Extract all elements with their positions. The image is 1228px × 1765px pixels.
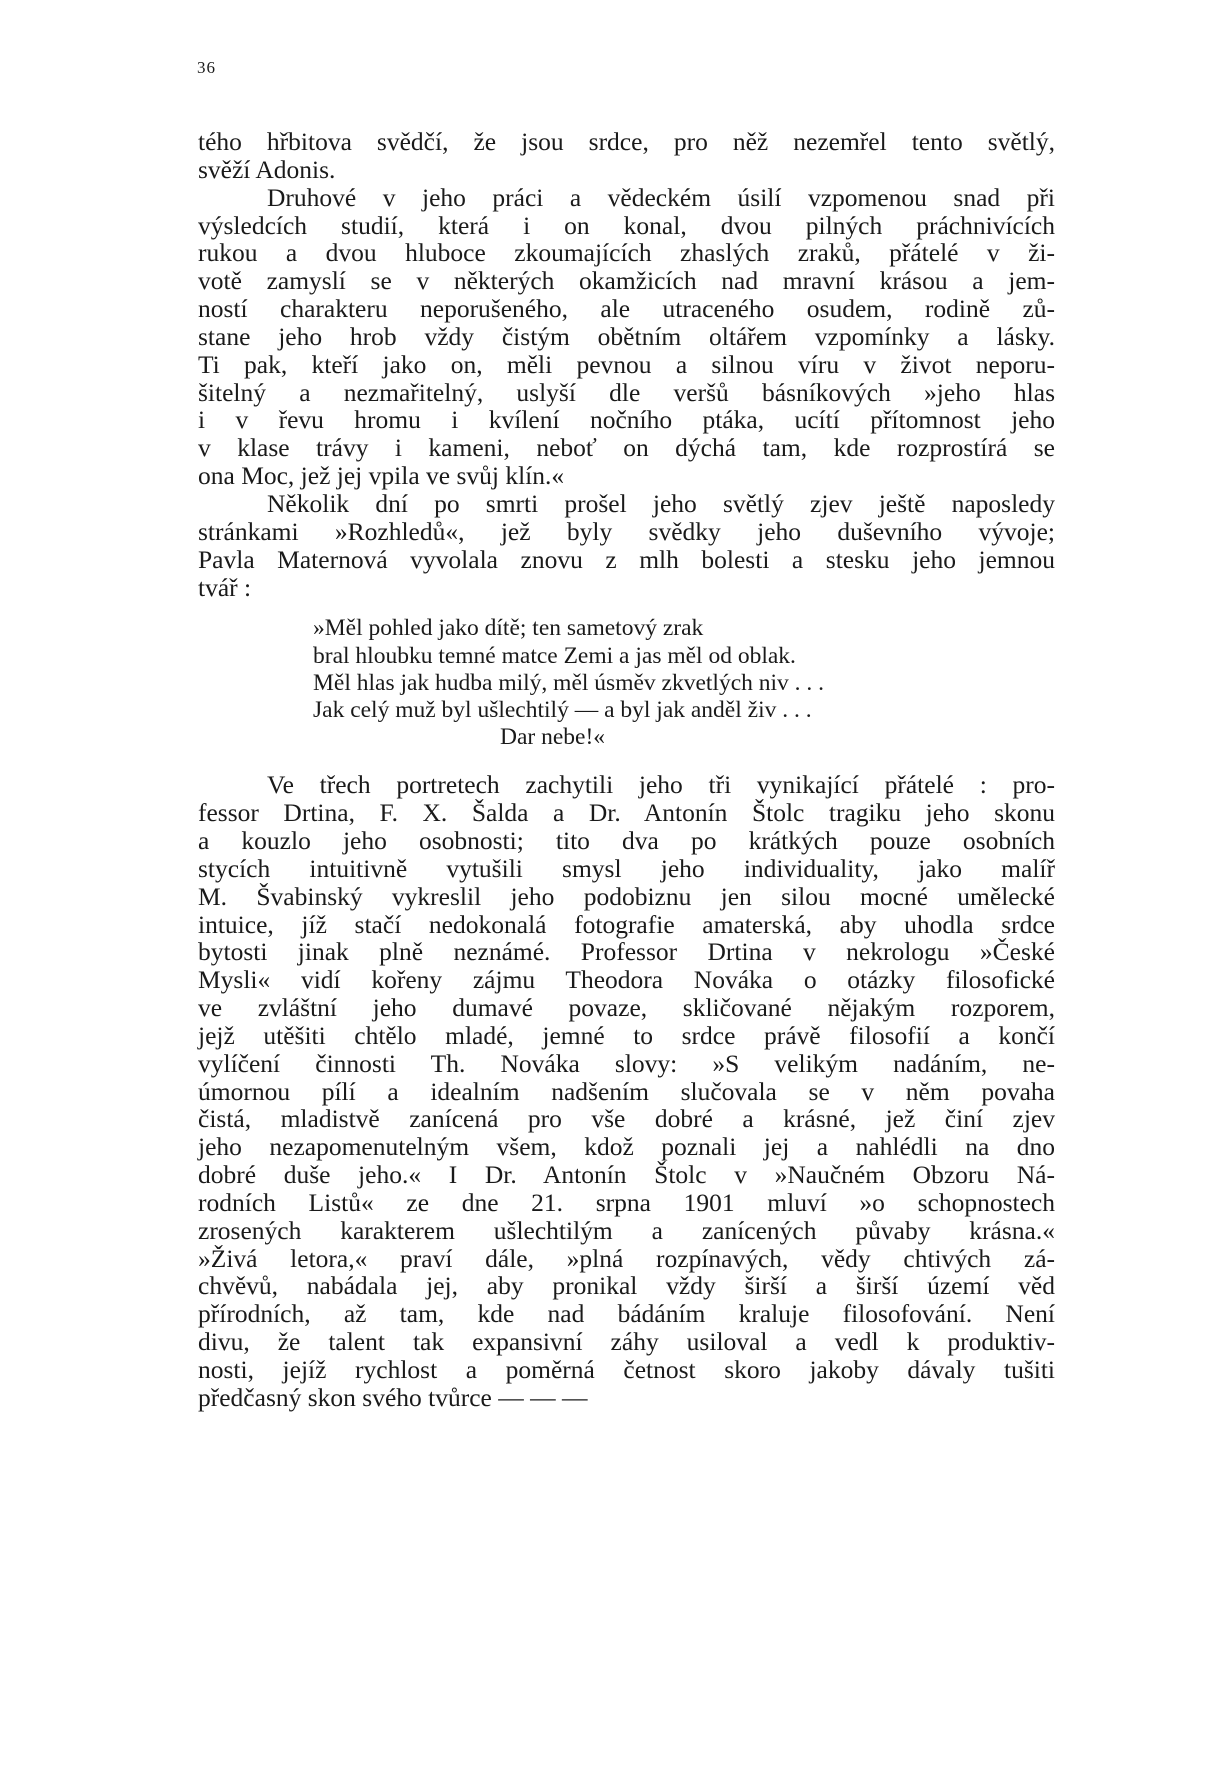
- paragraph-4: [198, 771, 1055, 1411]
- text-line: Mysli« vidí kořeny zájmu Theodora Nováka o otázky filosofické: [198, 965, 1055, 995]
- text-line: nosti, jejíž rychlost a poměrná četnost skoro jakoby dávaly tušiti: [198, 1355, 1055, 1384]
- poem-signoff: Dar nebe!«: [500, 724, 606, 751]
- text-line: tého hřbitova svědčí, že jsou srdce, pro něž nezemřel tento světlý,: [198, 127, 1055, 156]
- poem-line: Jak celý muž byl ušlechtilý — a byl jak anděl živ . . .: [313, 696, 812, 723]
- text-line: šitelný a nezmařitelný, uslyší dle veršů básníkových »jeho hlas: [198, 377, 1055, 407]
- paragraph-3: [198, 490, 1055, 601]
- text-line: přírodních, až tam, kde nad bádáním kraluje filosofování. Není: [198, 1299, 1055, 1329]
- text-line: v klase trávy i kameni, neboť on dýchá tam, kde rozprostírá se: [198, 433, 1055, 463]
- text-line: intuice, jíž stačí nedokonalá fotografie amaterská, aby uhodla srdce: [198, 909, 1055, 939]
- text-line: Ve třech portretech zachytili jeho tři vynikající přátelé : pro-: [267, 770, 1055, 800]
- text-line: čistá, mladistvě zanícená pro vše dobré a krásné, jež činí zjev: [198, 1104, 1055, 1134]
- text-line: stane jeho hrob vždy čistým obětním oltářem vzpomínky a lásky.: [198, 321, 1055, 351]
- page-number: 36: [197, 58, 216, 77]
- text-line: ona Moc, jež jej vpila ve svůj klín.«: [198, 461, 565, 491]
- text-line: Několik dní po smrti prošel jeho světlý zjev ještě naposledy: [267, 488, 1055, 518]
- text-line: dobré duše jeho.« I Dr. Antonín Štolc v »Naučném Obzoru Ná-: [198, 1160, 1055, 1190]
- text-line: »Živá letora,« praví dále, »plná rozpínavých, vědy chtivých zá-: [198, 1243, 1055, 1273]
- text-line: rodních Listů« ze dne 21. srpna 1901 mluví »o schopnostech: [198, 1187, 1055, 1217]
- text-line: jejž utěšiti chtělo mladé, jemné to srdce právě filosofií a končí: [198, 1020, 1055, 1050]
- text-line: ve zvláštní jeho dumavé povaze, skličované nějakým rozporem,: [198, 993, 1055, 1023]
- text-line: úmornou pílí a idealním nadšením slučovala se v něm povaha: [198, 1076, 1055, 1106]
- paragraph-1: [198, 128, 1055, 184]
- text-line: bytosti jinak plně neznámé. Professor Drtina v nekrologu »České: [198, 937, 1055, 967]
- text-line: votě zamyslí se v některých okamžicích nad mravní krásou a jem-: [198, 266, 1055, 296]
- text-line: chvěvů, nabádala jej, aby pronikal vždy širší a širší území věd: [198, 1271, 1055, 1301]
- text-line: jeho nezapomenutelným všem, kdož poznali jej a nahlédli na dno: [198, 1132, 1055, 1162]
- paragraph-2: [198, 184, 1055, 490]
- text-line: Ti pak, kteří jako on, měli pevnou a silnou víru v život neporu-: [198, 349, 1055, 379]
- text-line: Druhové v jeho práci a vědeckém úsilí vzpomenou snad při: [267, 182, 1055, 212]
- poem-line: Měl hlas jak hudba milý, měl úsměv zkvetlých niv . . .: [313, 669, 825, 696]
- poem-quote: [198, 615, 1055, 751]
- body-text: [198, 128, 1055, 1412]
- text-line: rukou a dvou hluboce zkoumajících zhaslých zraků, přátelé v ži-: [198, 238, 1055, 268]
- text-line: i v řevu hromu i kvílení nočního ptáka, ucítí přítomnost jeho: [198, 405, 1055, 435]
- text-line: zrosených karakterem ušlechtilým a zanícených půvaby krásna.«: [198, 1215, 1055, 1245]
- text-line: divu, že talent tak expansivní záhy usiloval a vedl k produktiv-: [198, 1327, 1055, 1357]
- poem-line: »Měl pohled jako dítě; ten sametový zrak: [313, 615, 704, 642]
- text-line: svěží Adonis.: [198, 154, 336, 184]
- text-line: stycích intuitivně vytušili smysl jeho individuality, jako malíř: [198, 853, 1055, 883]
- text-line: a kouzlo jeho osobnosti; tito dva po krátkých pouze osobních: [198, 825, 1055, 855]
- text-line: vylíčení činnosti Th. Nováka slovy: »S velikým nadáním, ne-: [198, 1048, 1055, 1078]
- text-line: tvář :: [198, 572, 252, 602]
- text-line: Pavla Maternová vyvolala znovu z mlh bolesti a stesku jeho jemnou: [198, 544, 1055, 574]
- poem-line: bral hloubku temné matce Zemi a jas měl od oblak.: [313, 642, 796, 669]
- text-line: fessor Drtina, F. X. Šalda a Dr. Antonín Štolc tragiku jeho skonu: [198, 798, 1055, 828]
- text-line: M. Švabinský vykreslil jeho podobiznu jen silou mocné umělecké: [198, 881, 1055, 911]
- text-line: stránkami »Rozhledů«, jež byly svědky jeho duševního vývoje;: [198, 516, 1055, 546]
- text-line: předčasný skon svého tvůrce — — —: [198, 1382, 588, 1412]
- text-line: výsledcích studií, která i on konal, dvou pilných práchnivících: [198, 210, 1055, 240]
- text-line: ností charakteru neporušeného, ale utraceného osudem, rodině zů-: [198, 294, 1055, 324]
